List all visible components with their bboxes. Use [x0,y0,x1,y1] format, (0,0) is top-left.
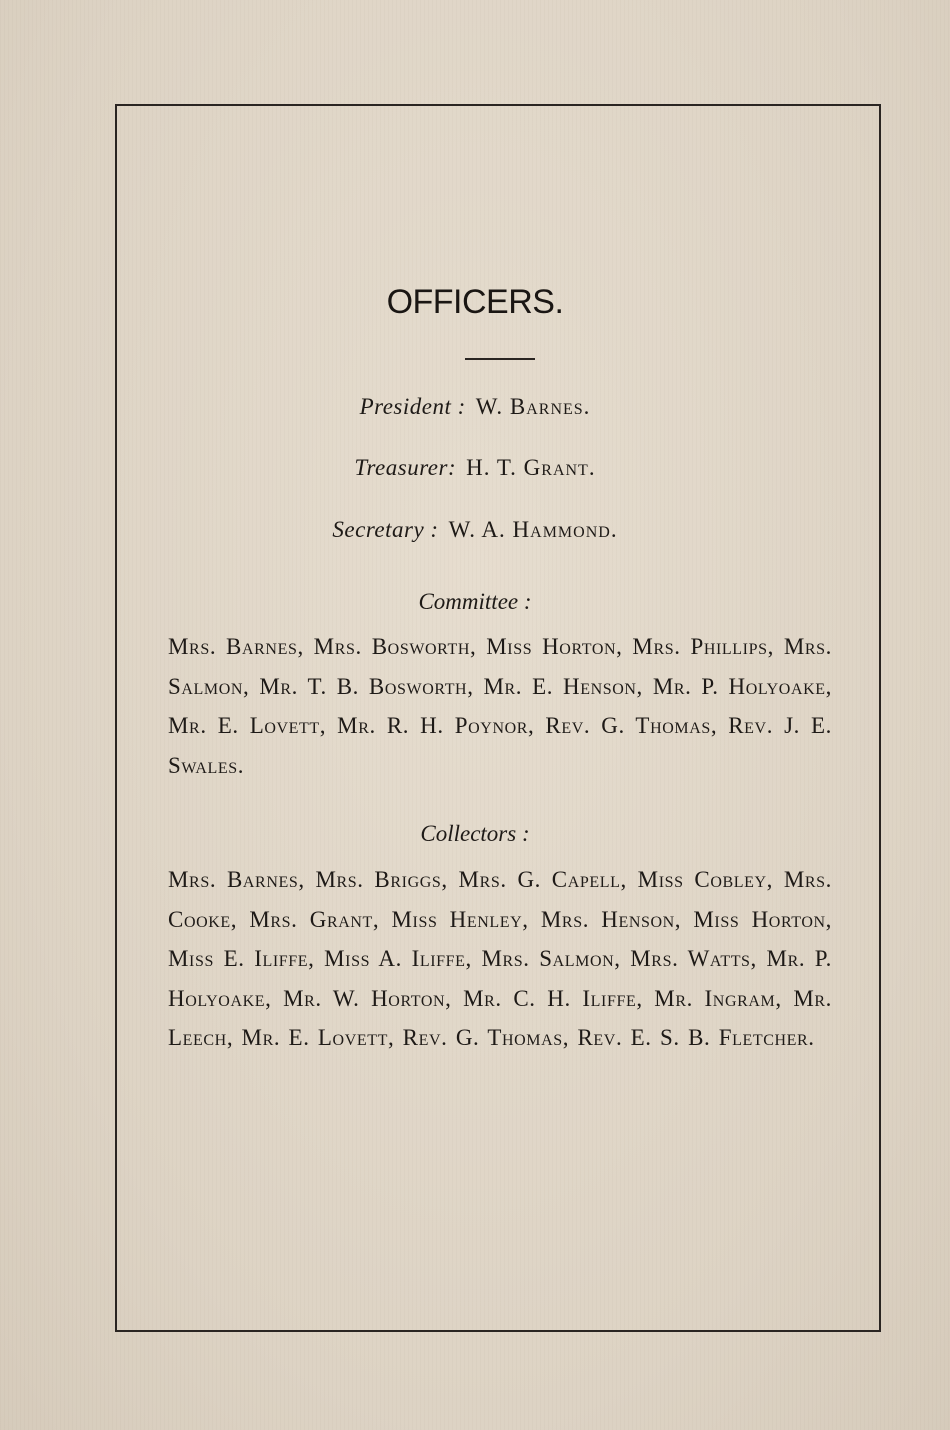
officer-role: President : [359,394,466,419]
officer-secretary [0,517,950,543]
title-divider [465,358,535,360]
officer-role: Secretary : [332,517,439,542]
officer-name: W. A. Hammond. [448,517,618,542]
committee-names: Mrs. Barnes, Mrs. Bosworth, Miss Horton, Mrs. Phillips, Mrs. Salmon, Mr. T. B. Bosworth, Mr. E. Henson, Mr. P. Holyoake, Mr. E. Lovett, Mr. R. H. Poynor, Rev. G. Thomas, Rev. J. E. Swales. [168,634,832,778]
collectors-names: Mrs. Barnes, Mrs. Briggs, Mrs. G. Capell, Miss Cobley, Mrs. Cooke, Mrs. Grant, Miss Henley, Mrs. Henson, Miss Horton, Miss E. Iliffe, Miss A. Iliffe, Mrs. Salmon, Mrs. Watts, Mr. P. Holyoake, Mr. W. Horton, Mr. C. H. Iliffe, Mr. Ingram, Mr. Leech, Mr. E. Lovett, Rev. G. Thomas, Rev. E. S. B. Fletcher. [168,867,832,1051]
page-title: OFFICERS. [386,283,564,321]
officer-president [0,394,950,420]
officer-treasurer [0,455,950,481]
officer-role: Treasurer: [354,455,457,480]
committee-heading: Committee : [418,589,532,614]
officer-name: W. Barnes. [475,394,591,419]
collectors-heading: Collectors : [420,821,530,846]
officer-name: H. T. Grant. [466,455,596,480]
